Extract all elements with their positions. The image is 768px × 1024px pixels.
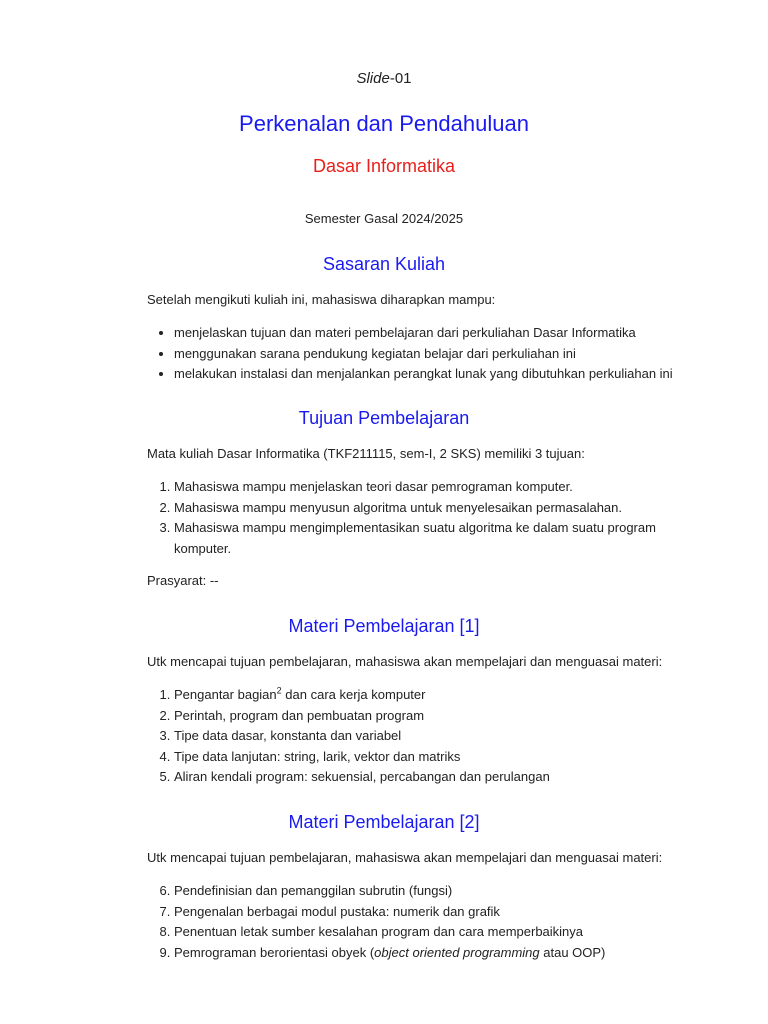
list-item: • menggunakan sarana pendukung kegiatan belajar dari perkuliahan ini <box>174 344 707 365</box>
materi1-list <box>147 685 707 788</box>
list-item: 3. Mahasiswa mampu mengimplementasikan suatu algoritma ke dalam suatu program komputer. <box>174 518 707 559</box>
list-item: 7. Pengenalan berbagai modul pustaka: numerik dan grafik <box>174 902 707 923</box>
materi2-list <box>147 881 707 963</box>
list-item: 2. Perintah, program dan pembuatan program <box>174 706 707 727</box>
list-item <box>174 943 707 964</box>
semester-text: Semester Gasal 2024/2025 <box>304 211 464 226</box>
list-item: 6. Pendefinisian dan pemanggilan subrutin (fungsi) <box>174 881 707 902</box>
list-item: • menjelaskan tujuan dan materi pembelajaran dari perkuliahan Dasar Informatika <box>174 323 707 344</box>
footnote-marker: 2 <box>276 685 282 696</box>
sasaran-list <box>147 323 707 385</box>
item-text: Pengantar bagian <box>174 687 277 702</box>
course-name: Dasar Informatika <box>312 156 456 176</box>
materi1-intro: Utk mencapai tujuan pembelajaran, mahasiswa akan mempelajari dan menguasai materi: <box>147 654 663 669</box>
slide-prefix: Slide <box>356 70 390 87</box>
item-text: Pemrograman berorientasi obyek ( <box>174 944 375 960</box>
slide-number <box>0 70 768 87</box>
prasyarat-text: Prasyarat: -- <box>147 573 219 588</box>
section-materi-2 <box>147 812 707 963</box>
list-item: 5. Aliran kendali program: sekuensial, percabangan dan perulangan <box>174 767 707 788</box>
section-sasaran <box>147 254 707 385</box>
item-text: dan cara kerja komputer <box>281 687 426 702</box>
page-title: Perkenalan dan Pendahuluan <box>239 111 529 136</box>
tujuan-list <box>147 477 707 559</box>
list-item: 4. Tipe data lanjutan: string, larik, vektor dan matriks <box>174 747 707 768</box>
slide-suffix: -01 <box>389 70 412 87</box>
list-item: 3. Tipe data dasar, konstanta dan variabel <box>174 726 707 747</box>
tujuan-intro: Mata kuliah Dasar Informatika (TKF211115, sem-I, 2 SKS) memiliki 3 tujuan: <box>147 446 585 461</box>
list-item: • melakukan instalasi dan menjalankan perangkat lunak yang dibutuhkan perkuliahan ini <box>174 364 707 385</box>
section-tujuan <box>147 408 707 591</box>
section-materi-1 <box>147 616 707 788</box>
list-item: 8. Penentuan letak sumber kesalahan program dan cara memperbaikinya <box>174 922 707 943</box>
list-item <box>174 685 707 706</box>
section-heading-tujuan: Tujuan Pembelajaran <box>298 408 470 428</box>
item-emphasis: object oriented programming <box>374 944 540 960</box>
section-heading-sasaran: Sasaran Kuliah <box>322 254 446 274</box>
materi2-intro: Utk mencapai tujuan pembelajaran, mahasiswa akan mempelajari dan menguasai materi: <box>147 850 663 865</box>
section-heading-materi-2: Materi Pembelajaran [2] <box>288 812 480 832</box>
list-item: 2. Mahasiswa mampu menyusun algoritma untuk menyelesaikan permasalahan. <box>174 498 707 519</box>
section-heading-materi-1: Materi Pembelajaran [1] <box>288 616 480 636</box>
list-item: 1. Mahasiswa mampu menjelaskan teori dasar pemrograman komputer. <box>174 477 707 498</box>
item-text: atau OOP) <box>539 944 606 960</box>
sasaran-intro: Setelah mengikuti kuliah ini, mahasiswa diharapkan mampu: <box>147 292 496 307</box>
